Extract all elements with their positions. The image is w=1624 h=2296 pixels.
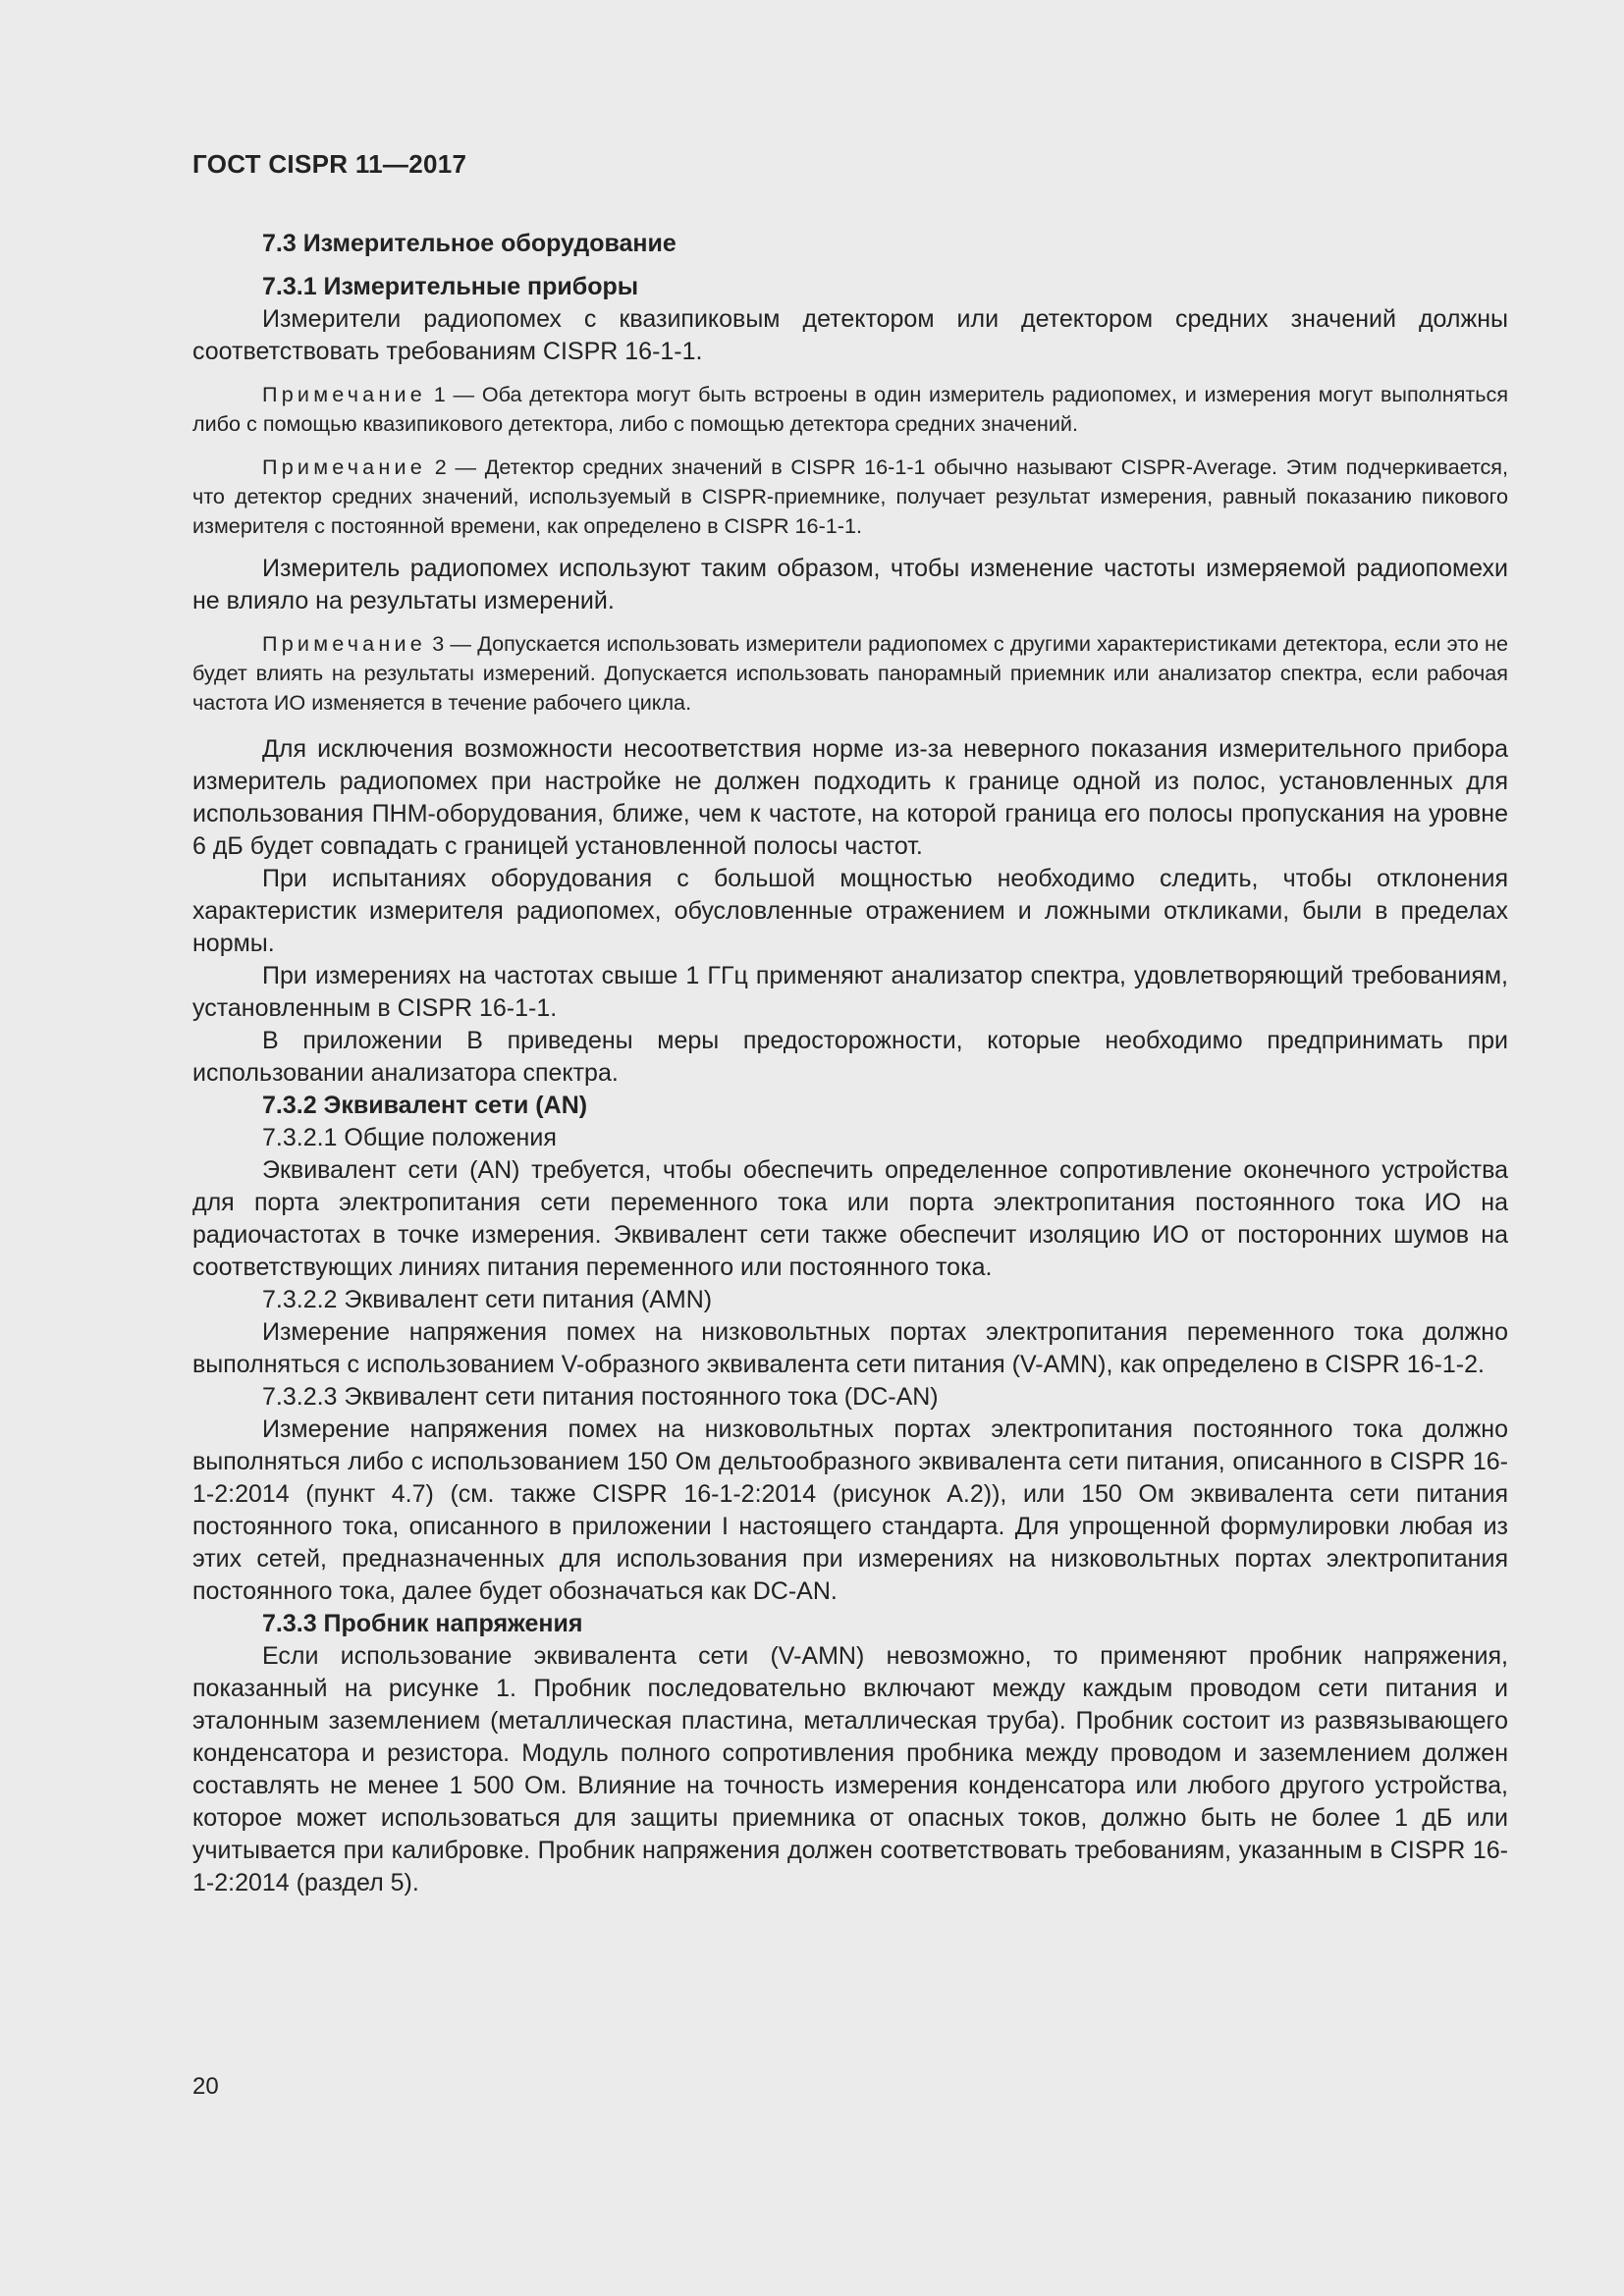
note-text: — Детектор средних значений в CISPR 16-1-1 обычно называют CISPR-Average. Этим подчеркивается, что детектор средних значений, используемый в CISPR-приемнике, получает результат измерения, равный показанию пикового измерителя с постоянной времени, как определено в CISPR 16-1-1. bbox=[192, 454, 1509, 538]
note-label: Примечание bbox=[262, 382, 426, 406]
note-2 bbox=[192, 453, 1508, 541]
paragraph: Если использование эквивалента сети (V-AMN) невозможно, то применяют пробник напряжения, показанный на рисунке 1. Пробник последовательно включают между каждым проводом сети питания и эталонным заземлением (металлическая пластина, металлическая труба). Пробник состоит из развязывающего конденсатора и резистора. Модуль полного сопротивления пробника между проводом и заземлением должен составлять не менее 1 500 Ом. Влияние на точность измерения конденсатора или любого другого устройства, которое может использоваться для защиты приемника от опасных токов, должно быть не более 1 дБ или учитывается при калибровке. Пробник напряжения должен соответствовать требованиям, указанным в CISPR 16-1-2:2014 (раздел 5). bbox=[192, 1642, 1508, 1896]
section-heading-7-3-3: 7.3.3 Пробник напряжения bbox=[262, 1610, 583, 1637]
paragraph: Для исключения возможности несоответствия норме из-за неверного показания измерительного прибора измеритель радиопомех при настройке не должен подходить к границе одной из полос, установленных для использования ПНМ-оборудования, ближе, чем к частоте, на которой граница его полосы пропускания на уровне 6 дБ будет совпадать с границей установленной полосы частот. bbox=[192, 735, 1508, 860]
document-header: ГОСТ CISPR 11—2017 bbox=[192, 149, 467, 179]
section-heading-7-3-2-3: 7.3.2.3 Эквивалент сети питания постоянного тока (DC-AN) bbox=[262, 1383, 939, 1411]
section-heading-7-3-1: 7.3.1 Измерительные приборы bbox=[262, 273, 639, 300]
paragraph: Измерение напряжения помех на низковольтных портах электропитания переменного тока должно выполняться с использованием V-образного эквивалента сети питания (V-AMN), как определено в CISPR 16-1-2. bbox=[192, 1318, 1508, 1378]
section-heading-7-3-2-2: 7.3.2.2 Эквивалент сети питания (AMN) bbox=[262, 1286, 713, 1313]
paragraph: Измерение напряжения помех на низковольтных портах электропитания постоянного тока должно выполняться либо с использованием 150 Ом дельтообразного эквивалента сети питания, описанного в CISPR 16-1-2:2014 (пункт 4.7) (см. также CISPR 16-1-2:2014 (рисунок A.2)), или 150 Ом эквивалента сети питания постоянного тока, описанного в приложении I настоящего стандарта. Для упрощенной формулировки любая из этих сетей, предназначенных для использования при измерениях на низковольтных портах электропитания постоянного тока, далее будет обозначаться как DC-AN. bbox=[192, 1415, 1508, 1605]
paragraph: При испытаниях оборудования с большой мощностью необходимо следить, чтобы отклонения характеристик измерителя радиопомех, обусловленные отражением и ложными откликами, были в пределах нормы. bbox=[192, 865, 1508, 957]
section-heading-7-3-2-1: 7.3.2.1 Общие положения bbox=[262, 1124, 557, 1151]
paragraph: Измеритель радиопомех используют таким образом, чтобы изменение частоты измеряемой радиопомехи не влияло на результаты измерений. bbox=[192, 555, 1508, 614]
note-number: 3 bbox=[432, 631, 445, 656]
note-label: Примечание bbox=[262, 454, 426, 479]
page-number: 20 bbox=[192, 2073, 219, 2100]
paragraph: В приложении В приведены меры предосторожности, которые необходимо предпринимать при использовании анализатора спектра. bbox=[192, 1027, 1508, 1087]
document-body bbox=[192, 228, 1508, 1899]
note-text: — Оба детектора могут быть встроены в один измеритель радиопомех, и измерения могут выполняться либо с помощью квазипикового детектора, либо с помощью детектора средних значений. bbox=[192, 382, 1509, 436]
note-number: 2 bbox=[434, 454, 447, 479]
paragraph: При измерениях на частотах свыше 1 ГГц применяют анализатор спектра, удовлетворяющий требованиям, установленным в CISPR 16-1-1. bbox=[192, 962, 1508, 1022]
paragraph: Измерители радиопомех с квазипиковым детектором или детектором средних значений должны соответствовать требованиям CISPR 16-1-1. bbox=[192, 305, 1508, 365]
paragraph: Эквивалент сети (AN) требуется, чтобы обеспечить определенное сопротивление оконечного устройства для порта электропитания сети переменного тока или порта электропитания постоянного тока ИО на радиочастотах в точке измерения. Эквивалент сети также обеспечит изоляцию ИО от посторонних шумов на соответствующих линиях питания переменного или постоянного тока. bbox=[192, 1156, 1508, 1281]
note-1 bbox=[192, 380, 1508, 439]
section-heading-7-3-2: 7.3.2 Эквивалент сети (AN) bbox=[262, 1092, 588, 1119]
note-number: 1 bbox=[433, 382, 446, 406]
note-label: Примечание bbox=[262, 631, 426, 656]
section-heading-7-3: 7.3 Измерительное оборудование bbox=[262, 230, 677, 257]
note-text: — Допускается использовать измерители радиопомех с другими характеристиками детектора, если это не будет влиять на результаты измерений. Допускается использовать панорамный приемник или анализатор спектра, если рабочая частота ИО изменяется в течение рабочего цикла. bbox=[192, 631, 1508, 715]
note-3 bbox=[192, 629, 1508, 718]
